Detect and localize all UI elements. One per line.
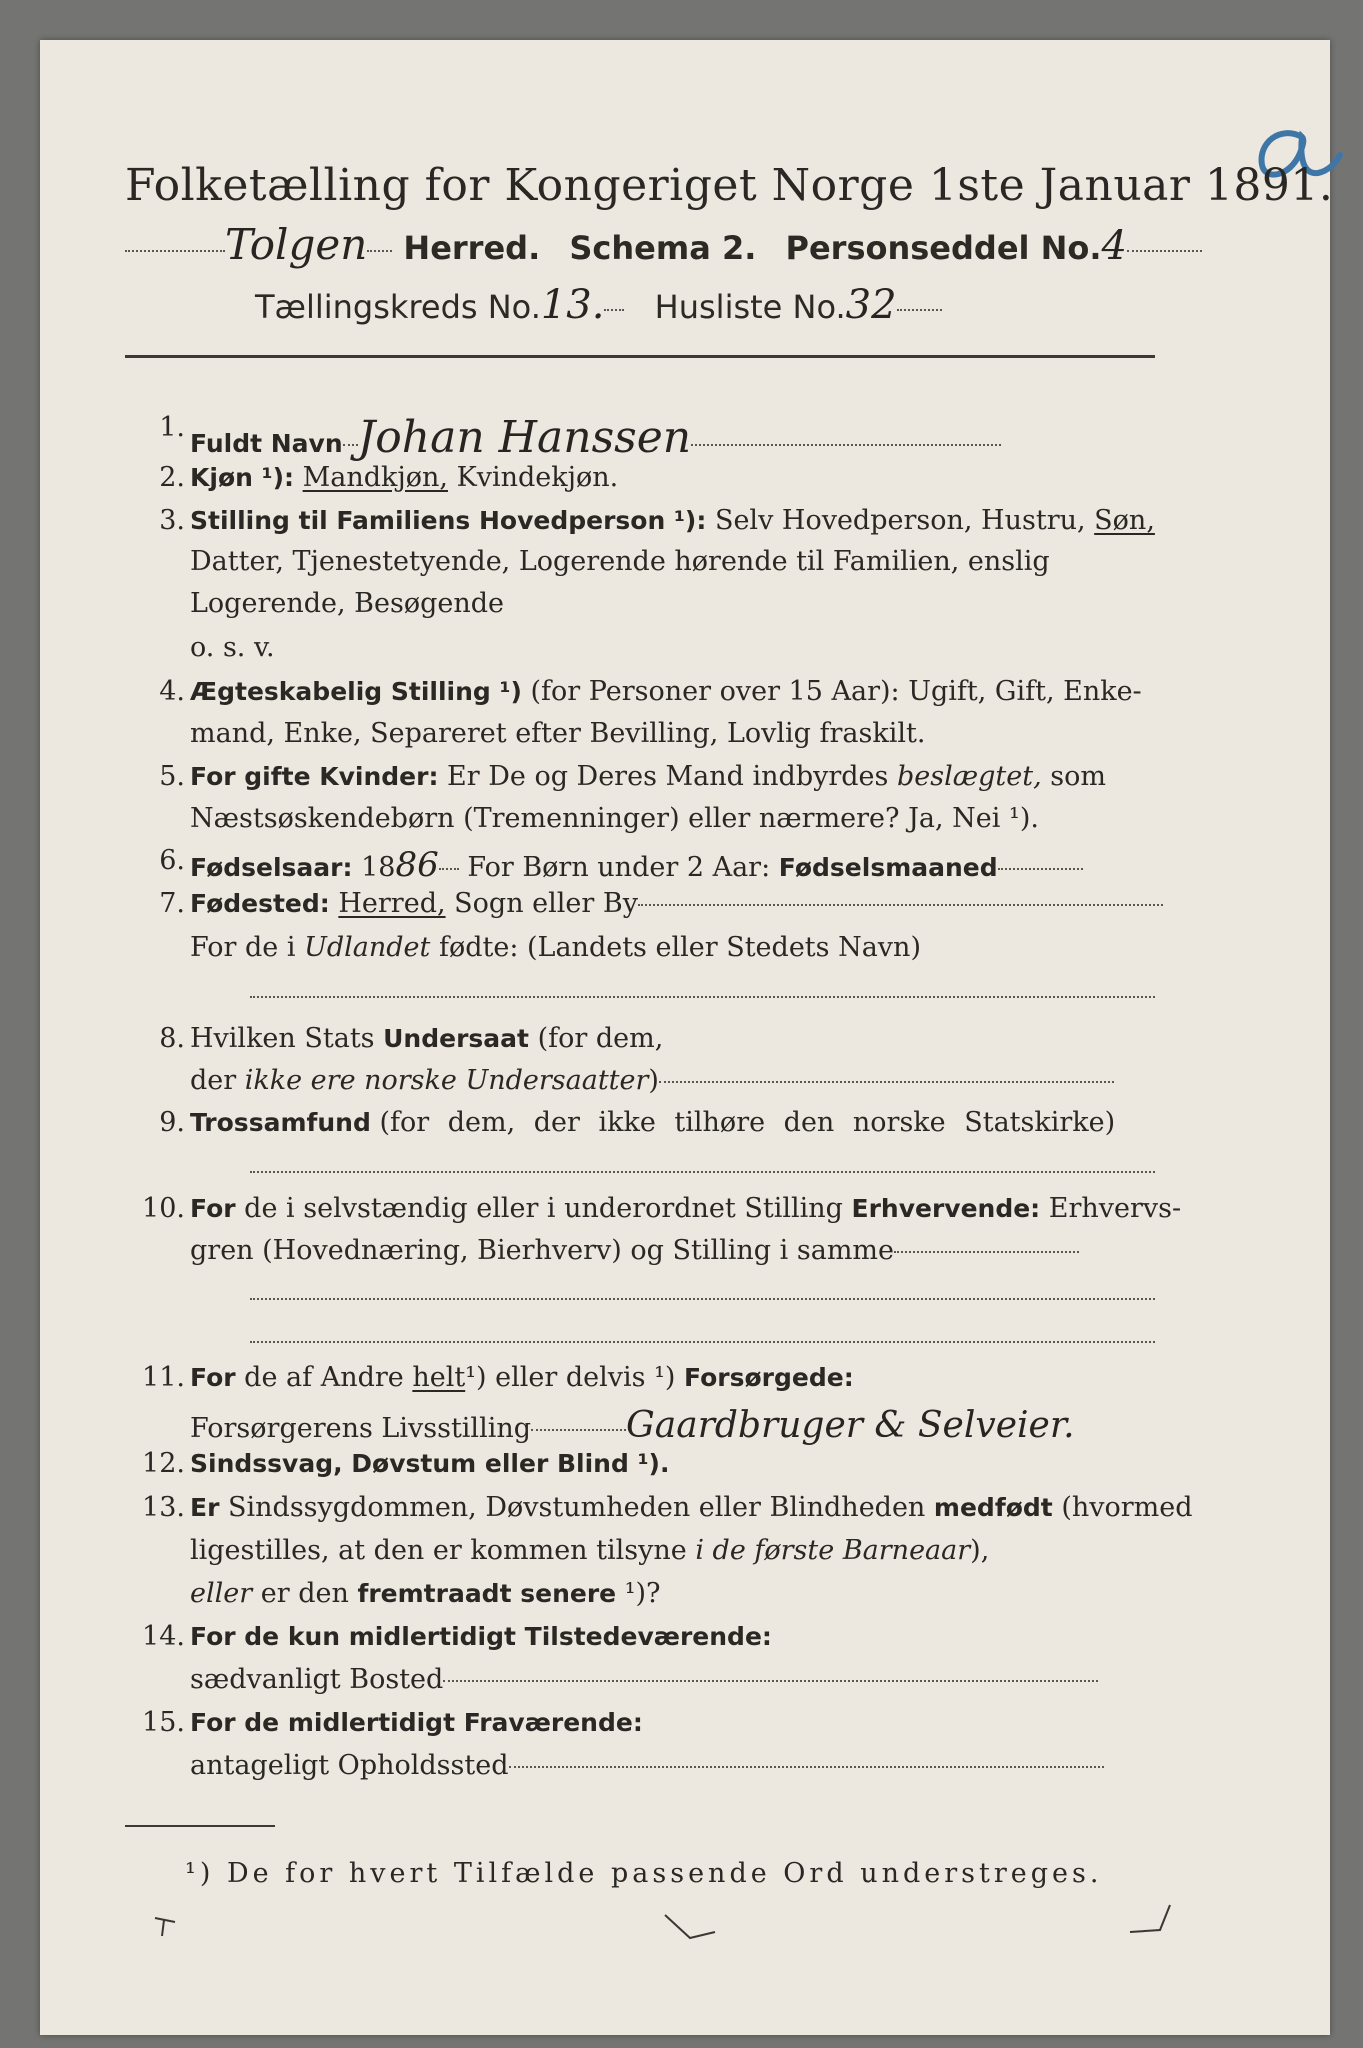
dotted-leader xyxy=(125,249,225,252)
item-number: 5. xyxy=(159,761,185,792)
scan-mark xyxy=(660,1910,720,1950)
item-label: For xyxy=(190,1363,236,1392)
blank-answer-line xyxy=(250,995,1155,998)
item-number: 4. xyxy=(159,676,185,707)
scan-mark xyxy=(150,1910,190,1940)
gender-option-male: Mandkjøn, xyxy=(302,462,448,493)
item-label: Fødested: xyxy=(190,889,330,918)
scan-mark xyxy=(1125,1900,1175,1940)
item-number: 6. xyxy=(159,845,185,876)
form-title: Folketælling for Kongeriget Norge 1ste Januar 1891. xyxy=(125,160,1334,211)
item-number: 3. xyxy=(159,505,185,536)
dotted-leader xyxy=(894,1250,1079,1253)
dotted-leader xyxy=(998,867,1083,870)
item-label: Trossamfund xyxy=(190,1108,371,1137)
item-number: 14. xyxy=(142,1621,185,1652)
item-number: 12. xyxy=(142,1448,185,1479)
item-number: 1. xyxy=(159,412,185,443)
header-divider xyxy=(125,355,1155,358)
footnote-divider xyxy=(125,1825,275,1827)
full-name-value: Johan Hanssen xyxy=(357,412,692,463)
blank-answer-line xyxy=(250,1297,1155,1300)
item-number: 15. xyxy=(142,1707,185,1738)
dotted-leader xyxy=(367,249,392,252)
item-label: Fødselsaar: xyxy=(190,853,353,882)
herred-label: Herred. xyxy=(403,229,541,267)
provider-occupation-value: Gaardbruger & Selveier. xyxy=(626,1405,1075,1446)
item-number: 11. xyxy=(142,1362,185,1393)
birth-year-value: 86 xyxy=(395,845,439,885)
husliste-value: 32 xyxy=(845,282,897,328)
item-label: Ægteskabelig Stilling ¹) xyxy=(190,677,522,706)
item-label: For xyxy=(190,1194,236,1223)
birthplace-selected: Herred, xyxy=(338,888,446,919)
kreds-value: 13. xyxy=(540,282,605,328)
item-label: Er xyxy=(190,1493,220,1522)
item-number: 9. xyxy=(159,1107,185,1138)
dotted-leader xyxy=(638,903,1163,906)
item-number: 2. xyxy=(159,462,185,493)
gender-option-female: Kvindekjøn. xyxy=(456,462,619,493)
herred-value: Tolgen xyxy=(225,220,368,269)
item-label: Stilling til Familiens Hovedperson ¹): xyxy=(190,506,707,535)
item-label: Sindssvag, Døvstum eller Blind ¹). xyxy=(190,1449,670,1478)
blank-answer-line xyxy=(250,1340,1155,1343)
item-label: Fuldt Navn xyxy=(190,429,343,458)
position-options: Selv Hovedperson, Hustru, xyxy=(714,505,1086,536)
blank-answer-line xyxy=(250,1170,1155,1173)
supported-selected: helt xyxy=(412,1362,466,1393)
husliste-label: Husliste No. xyxy=(654,288,846,326)
position-selected: Søn, xyxy=(1094,505,1155,536)
item-number: 13. xyxy=(142,1492,185,1523)
header-line-herred xyxy=(125,220,1202,269)
item-number: 10. xyxy=(142,1193,185,1224)
item-number: 8. xyxy=(159,1023,185,1054)
schema-label: Schema 2. xyxy=(569,229,757,267)
dotted-leader xyxy=(509,1765,1104,1768)
personseddel-label: Personseddel No. xyxy=(785,229,1102,267)
item-label: For gifte Kvinder: xyxy=(190,762,439,791)
footnote: ¹) De for hvert Tilfælde passende Ord understreges. xyxy=(185,1858,1103,1889)
item-number: 7. xyxy=(159,888,185,919)
item-label: For de midlertidigt Fraværende: xyxy=(190,1708,643,1737)
item-label: Kjøn ¹): xyxy=(190,463,294,492)
dotted-leader xyxy=(897,308,942,311)
kreds-label: Tællingskreds No. xyxy=(255,288,541,326)
item-label: For de kun midlertidigt Tilstedeværende: xyxy=(190,1622,772,1651)
dotted-leader xyxy=(604,308,624,311)
dotted-leader xyxy=(659,1080,1114,1083)
dotted-leader xyxy=(691,443,1001,446)
header-line-kreds xyxy=(255,282,942,328)
dotted-leader xyxy=(443,1679,1098,1682)
personseddel-value: 4 xyxy=(1101,223,1127,269)
dotted-leader xyxy=(1127,249,1202,252)
